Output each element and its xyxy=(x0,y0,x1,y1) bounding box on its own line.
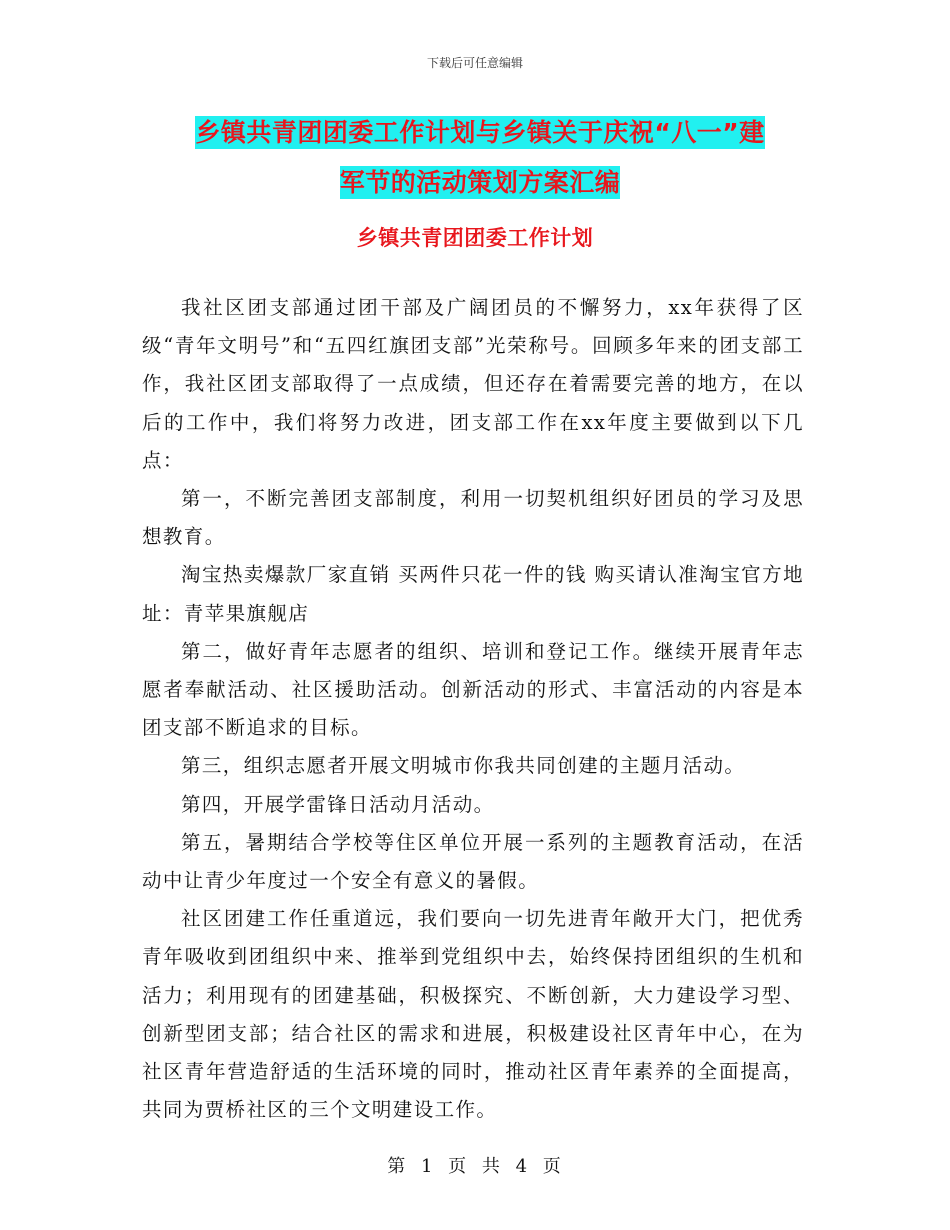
page-number: 第 1 页 共 4 页 xyxy=(387,1156,563,1177)
title-line-1: 乡镇共青团团委工作计划与乡镇关于庆祝“八一”建 xyxy=(195,118,765,147)
paragraph-item-2: 第二，做好青年志愿者的组织、培训和登记工作。继续开展青年志愿者奉献活动、社区援助活动。创新活动的形式、丰富活动的内容是本团支部不断追求的目标。 xyxy=(142,639,804,740)
paragraph-item-4: 第四，开展学雷锋日活动月活动。 xyxy=(181,792,495,816)
header-note: 下载后可任意编辑 xyxy=(426,56,523,70)
section-title: 乡镇共青团团委工作计划 xyxy=(356,226,594,250)
paragraph-conclusion: 社区团建工作任重道远，我们要向一切先进青年敞开大门，把优秀青年吸收到团组织中来、推举到党组织中去，始终保持团组织的生机和活力；利用现有的团建基础，积极探究、不断创新，大力建设学习型、创新型团支部；结合社区的需求和进展，积极建设社区青年中心，在为社区青年营造舒适的生活环境的同时，推动社区青年素养的全面提高，共同为贾桥社区的三个文明建设工作。 xyxy=(142,907,804,1122)
title-line-2: 军节的活动策划方案汇编 xyxy=(339,168,621,197)
document-body xyxy=(142,289,804,1129)
document-title xyxy=(140,108,820,208)
paragraph-item-5: 第五，暑期结合学校等住区单位开展一系列的主题教育活动，在活动中让青少年度过一个安全有意义的暑假。 xyxy=(142,830,804,893)
paragraph-item-3: 第三，组织志愿者开展文明城市你我共同创建的主题月活动。 xyxy=(181,754,746,778)
paragraph-item-1: 第一，不断完善团支部制度，利用一切契机组织好团员的学习及思想教育。 xyxy=(142,487,804,549)
paragraph-ad: 淘宝热卖爆款厂家直销 买两件只花一件的钱 购买请认准淘宝官方地址：青苹果旗舰店 xyxy=(142,563,804,625)
paragraph-intro: 我社区团支部通过团干部及广阔团员的不懈努力，xx年获得了区级“青年文明号”和“五四红旗团支部”光荣称号。回顾多年来的团支部工作，我社区团支部取得了一点成绩，但还存在着需要完善的地方，在以后的工作中，我们将努力改进，团支部工作在xx年度主要做到以下几点： xyxy=(142,296,804,472)
